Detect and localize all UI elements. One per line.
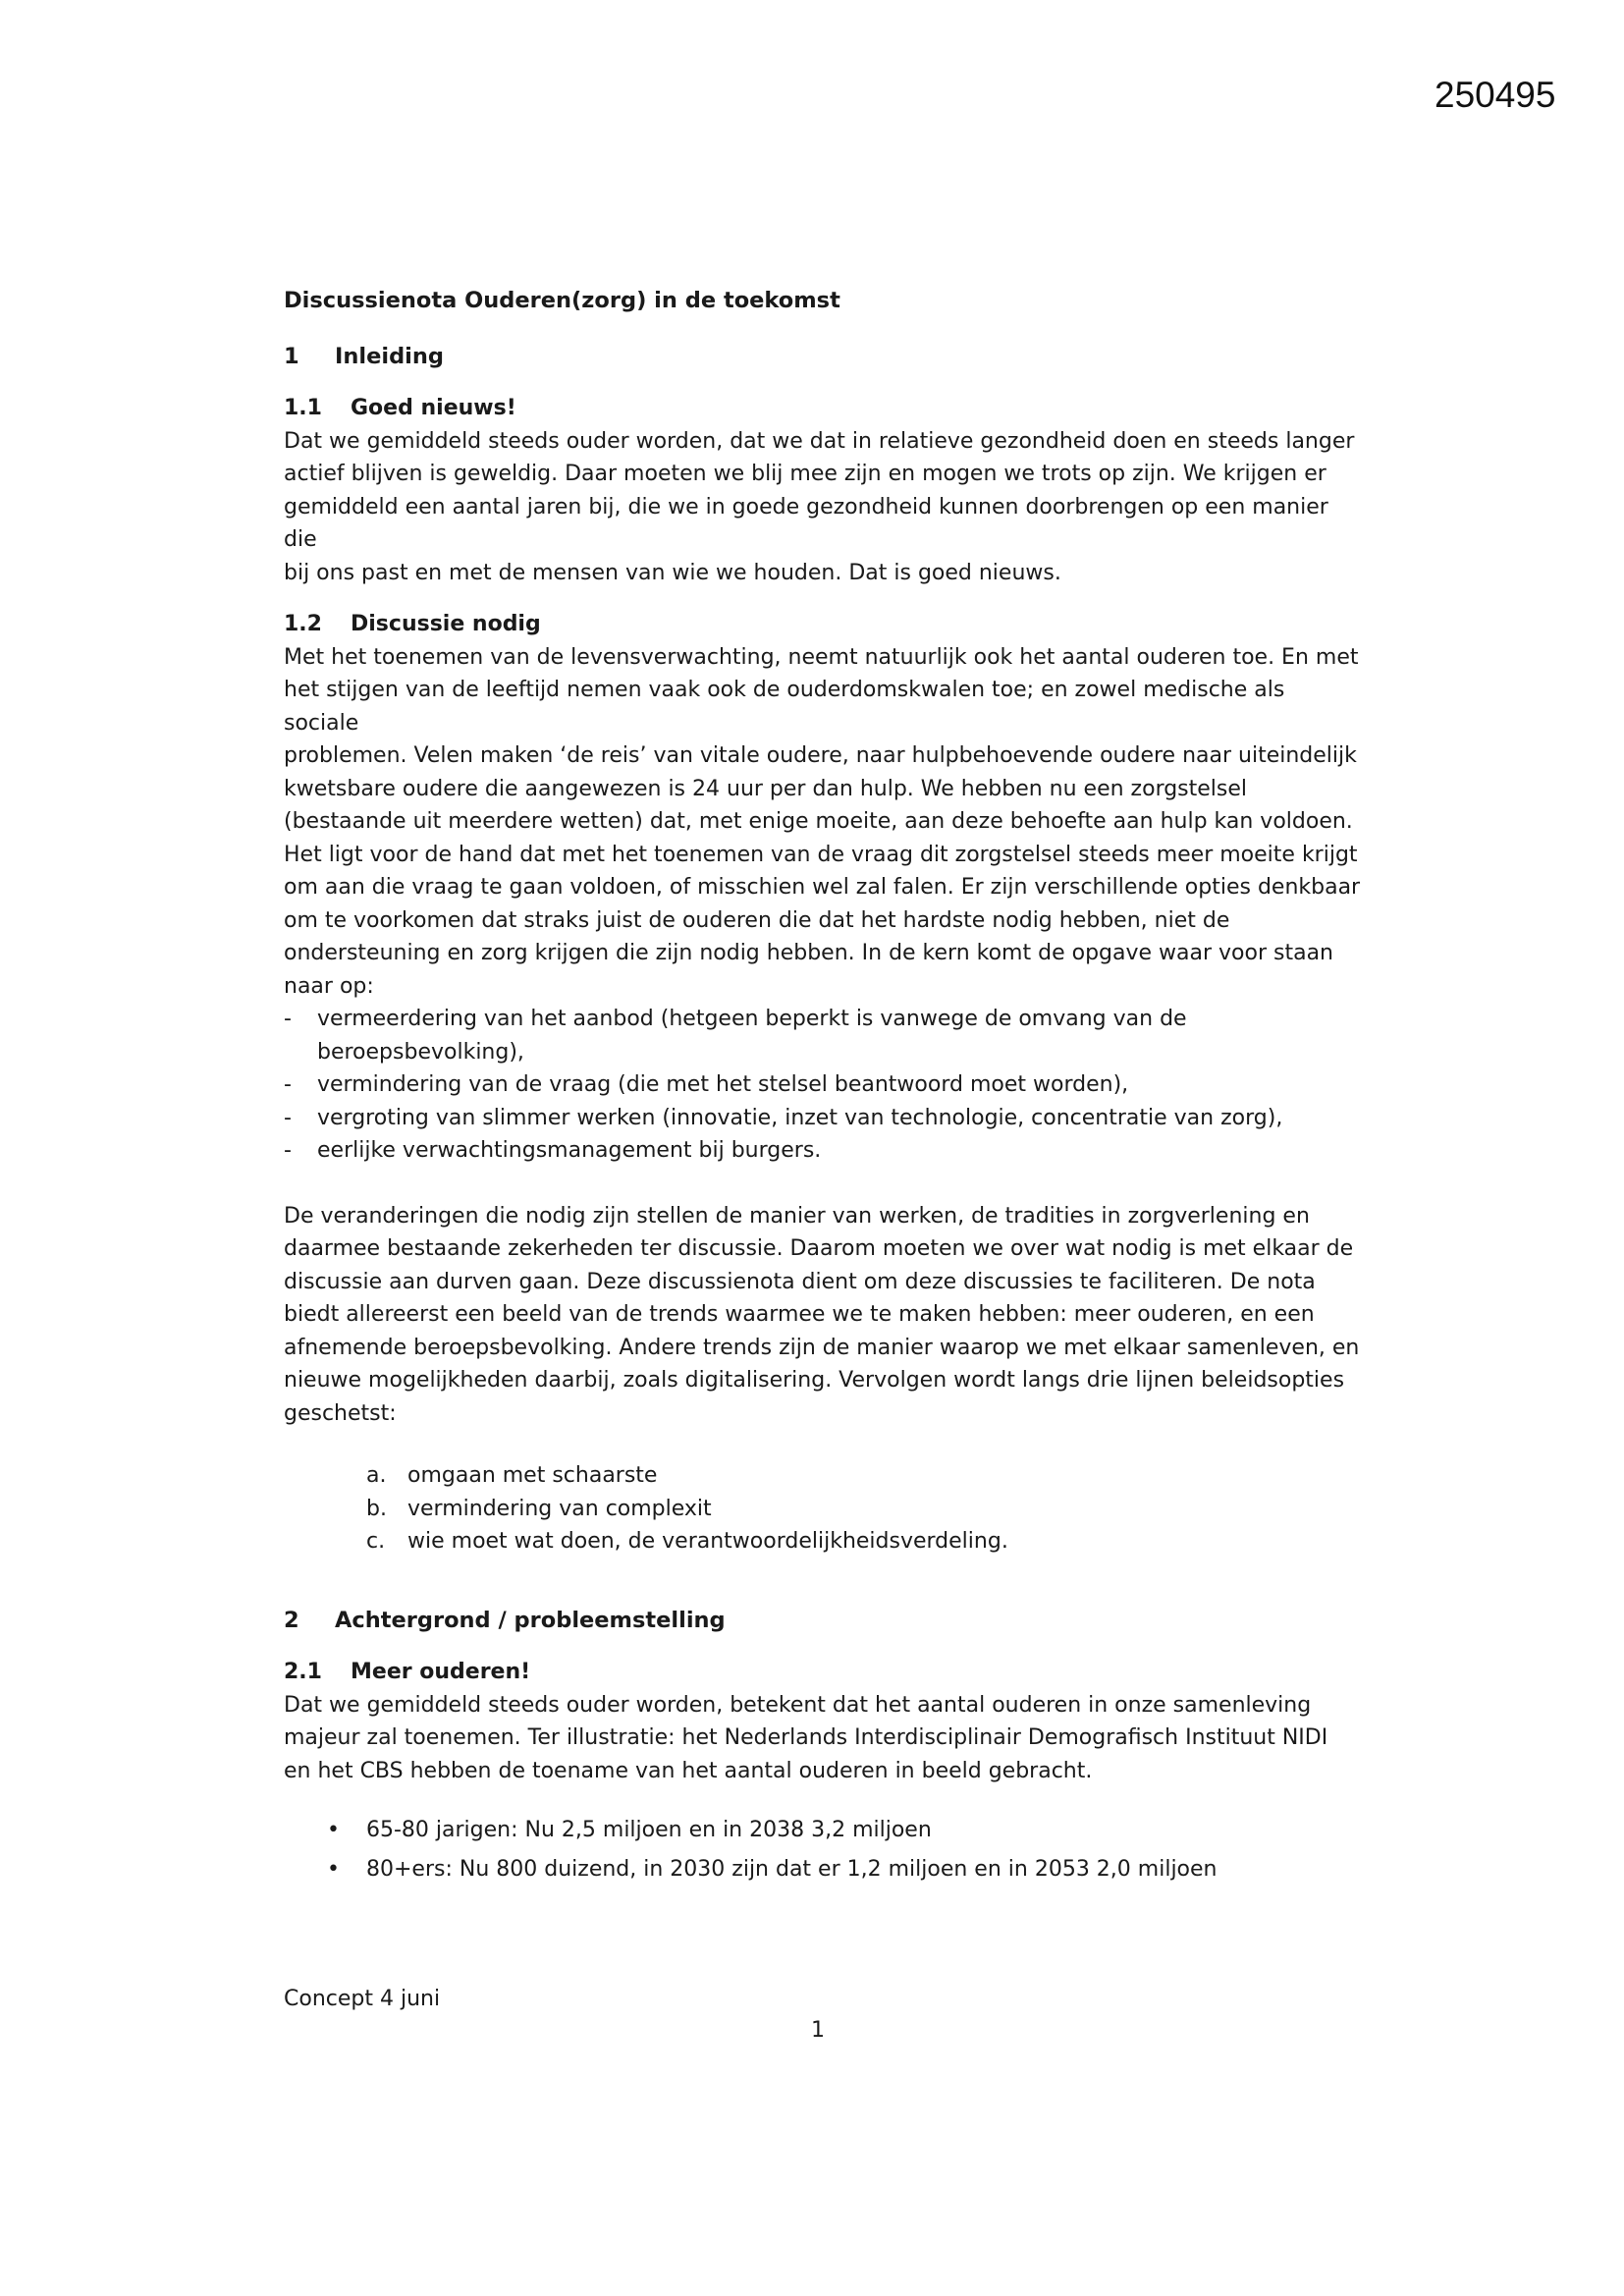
document-body [284,285,1364,1889]
section-number: 1 [284,343,299,369]
text-line: het stijgen van de leeftijd nemen vaak ook de ouderdomskwalen toe; en zowel medische als sociale [284,678,1285,736]
list-text: vermindering van complexit [407,1496,712,1521]
list-text: wie moet wat doen, de verantwoordelijkheidsverdeling. [407,1529,1008,1554]
text-line: problemen. Velen maken ‘de reis’ van vitale oudere, naar hulpbehoevende oudere naar uiteindelijk [284,743,1357,768]
document-number: 250495 [1435,75,1556,115]
text-line: geschetst: [284,1400,397,1426]
text-line: Dat we gemiddeld steeds ouder worden, dat we dat in relatieve gezondheid doen en steeds langer [284,428,1355,454]
list-item [366,1493,1364,1526]
text-line: nieuwe mogelijkheden daarbij, zoals digitalisering. Vervolgen wordt langs drie lijnen beleidsopties [284,1368,1345,1393]
subsection-number: 1.2 [284,612,322,636]
text-line: daarmee bestaande zekerheden ter discussie. Daarom moeten we over wat nodig is met elkaar de [284,1236,1354,1261]
text-line: vermeerdering van het aanbod (hetgeen beperkt is vanwege de omvang van de [317,1007,1187,1031]
text-line: (bestaande uit meerdere wetten) dat, met enige moeite, aan deze behoefte aan hulp kan voldoen. [284,809,1353,834]
list-text: 80+ers: Nu 800 duizend, in 2030 zijn dat er 1,2 miljoen en in 2053 2,0 miljoen [366,1857,1218,1882]
subsection-number: 1.1 [284,396,322,420]
list-item [284,1003,1364,1068]
section-number: 2 [284,1607,299,1633]
section-title: Achtergrond / probleemstelling [335,1607,726,1633]
text-line: actief blijven is geweldig. Daar moeten we blij mee zijn en mogen we trots op zijn. We krijgen er [284,462,1326,486]
list-marker: a. [366,1463,387,1488]
text-line: om te voorkomen dat straks juist de ouderen die dat het hardste nodig hebben, niet de [284,907,1230,933]
text-line: en het CBS hebben de toename van het aantal ouderen in beeld gebracht. [284,1758,1093,1783]
footer-concept: Concept 4 juni [284,1987,441,2011]
text-line: De veranderingen die nodig zijn stellen de manier van werken, de tradities in zorgverlening en [284,1203,1310,1229]
subsection-number: 2.1 [284,1660,322,1684]
section-1-1-heading [284,392,1364,425]
list-item [327,1811,1364,1850]
text-line: biedt allereerst een beeld van de trends waarmee we te maken hebben: meer ouderen, en een [284,1302,1315,1327]
text-line: afnemende beroepsbevolking. Andere trends zijn de manier waarop we met elkaar samenleven, en [284,1335,1360,1360]
list-marker: b. [366,1496,387,1521]
text-line: eerlijke verwachtingsmanagement bij burgers. [317,1138,822,1163]
text-line: vergroting van slimmer werken (innovatie, inzet van technologie, concentratie van zorg), [317,1105,1283,1130]
dash-list [284,1003,1364,1168]
subsection-title: Meer ouderen! [351,1660,531,1684]
section-1-heading [284,341,1364,374]
list-item [366,1459,1364,1493]
text-line: bij ons past en met de mensen van wie we houden. Dat is goed nieuws. [284,560,1061,585]
section-1-2-heading [284,608,1364,641]
paragraph-1-1 [284,425,1364,590]
text-line: om aan die vraag te gaan voldoen, of misschien wel zal falen. Er zijn verschillende opties denkbaar [284,875,1361,900]
text-line: discussie aan durven gaan. Deze discussienota dient om deze discussies te faciliteren. De nota [284,1269,1316,1294]
alpha-list [284,1459,1364,1558]
subsection-title: Goed nieuws! [351,396,516,420]
text-line: beroepsbevolking), [317,1039,524,1065]
text-line: kwetsbare oudere die aangewezen is 24 uur per dan hulp. We hebben nu een zorgstelsel [284,776,1248,801]
text-line: naar op: [284,973,374,999]
list-marker: c. [366,1529,386,1554]
paragraph-2-1 [284,1689,1364,1788]
page-number: 1 [811,2018,825,2043]
text-line: Met het toenemen van de levensverwachting, neemt natuurlijk ook het aantal ouderen toe. En met [284,644,1359,670]
text-line: gemiddeld een aantal jaren bij, die we in goede gezondheid kunnen doorbrengen op een manier die [284,494,1328,552]
bullet-list [284,1811,1364,1889]
section-title: Inleiding [335,343,445,369]
list-item [366,1525,1364,1558]
bullet-icon: • [327,1857,340,1882]
list-item [284,1134,1364,1168]
list-item [284,1102,1364,1135]
list-item [284,1068,1364,1102]
document-title: Discussienota Ouderen(zorg) in de toekomst [284,288,840,313]
text-line: Het ligt voor de hand dat met het toenemen van de vraag dit zorgstelsel steeds meer moeite krijgt [284,842,1358,867]
text-line: vermindering van de vraag (die met het stelsel beantwoord moet worden), [317,1072,1129,1097]
section-2-1-heading [284,1656,1364,1689]
paragraph-1-2b [284,1200,1364,1431]
paragraph-1-2 [284,641,1364,1004]
list-item [327,1850,1364,1889]
text-line: ondersteuning en zorg krijgen die zijn nodig hebben. In de kern komt de opgave waar voor staan [284,941,1333,965]
text-line: majeur zal toenemen. Ter illustratie: het Nederlands Interdisciplinair Demografisch Instituut NIDI [284,1725,1328,1750]
subsection-title: Discussie nodig [351,612,541,636]
text-line: Dat we gemiddeld steeds ouder worden, betekent dat het aantal ouderen in onze samenleving [284,1692,1312,1718]
bullet-icon: • [327,1818,340,1842]
list-text: omgaan met schaarste [407,1463,658,1488]
section-2-heading [284,1605,1364,1638]
list-text: 65-80 jarigen: Nu 2,5 miljoen en in 2038 3,2 miljoen [366,1818,932,1842]
